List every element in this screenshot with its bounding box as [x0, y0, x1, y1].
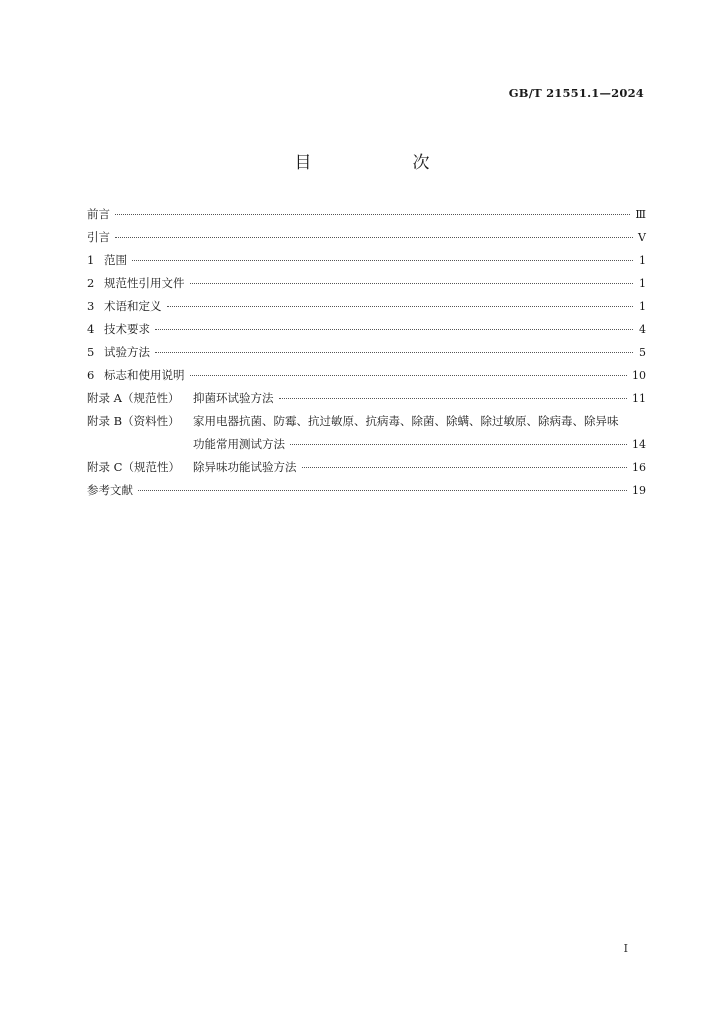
toc-entry-terms-definitions[interactable]: [87, 298, 646, 321]
standard-code: GB/T 21551.1—2024: [508, 86, 644, 100]
toc-entry-foreword[interactable]: [87, 206, 646, 229]
toc-entry-page: 11: [632, 392, 646, 405]
dot-leader: [138, 490, 627, 491]
dot-leader: [190, 283, 634, 284]
dot-leader: [115, 237, 633, 238]
toc-entry-page: 10: [632, 369, 646, 382]
toc-entry-bibliography[interactable]: [87, 482, 646, 505]
toc-entry-page: 1: [639, 277, 646, 290]
dot-leader: [302, 467, 628, 468]
toc-entry-number: 6: [87, 368, 95, 382]
toc-entry-annex-b[interactable]: [87, 413, 646, 436]
toc-entry-page: 19: [632, 484, 646, 497]
toc-entry-label: 技术要求: [104, 322, 150, 336]
toc-entry-number: 5: [87, 345, 95, 359]
toc-entry-label: 除异味功能试验方法: [193, 460, 297, 474]
toc-entry-number: 2: [87, 276, 95, 290]
toc-entry-page: Ⅴ: [638, 231, 646, 244]
toc-entry-label: 引言: [87, 230, 110, 244]
toc-entry-label: 规范性引用文件: [104, 276, 185, 290]
toc-entry-marking-instructions[interactable]: [87, 367, 646, 390]
toc-entry-annex-prefix: 附录 C（规范性）: [87, 460, 180, 474]
toc-entry-test-methods[interactable]: [87, 344, 646, 367]
toc-entry-number: 4: [87, 322, 95, 336]
toc-entry-normative-references[interactable]: [87, 275, 646, 298]
dot-leader: [190, 375, 628, 376]
page-title: 目 次: [294, 153, 472, 173]
toc-entry-page: Ⅲ: [635, 208, 646, 221]
dot-leader: [279, 398, 628, 399]
toc-entry-number: 3: [87, 299, 95, 313]
toc-entry-page: 14: [632, 438, 646, 451]
dot-leader: [132, 260, 633, 261]
toc-entry-page: 1: [639, 300, 646, 313]
dot-leader: [155, 329, 633, 330]
toc-entry-page: 5: [639, 346, 646, 359]
toc-entry-annex-c[interactable]: [87, 459, 646, 482]
toc-entry-label: 试验方法: [104, 345, 150, 359]
toc-entry-introduction[interactable]: [87, 229, 646, 252]
dot-leader: [155, 352, 633, 353]
toc-entry-page: 4: [639, 323, 646, 336]
toc-entry-label: 家用电器抗菌、防霉、抗过敏原、抗病毒、除菌、除螨、除过敏原、除病毒、除异味: [193, 414, 619, 428]
toc-entry-annex-prefix: 附录 B（资料性）: [87, 414, 180, 428]
toc-entry-annex-prefix: 附录 A（规范性）: [87, 391, 180, 405]
page-number: I: [623, 942, 628, 955]
toc-entry-annex-b-continued[interactable]: [87, 436, 646, 459]
dot-leader: [167, 306, 634, 307]
toc-entry-label: 术语和定义: [104, 299, 162, 313]
toc-entry-label: 标志和使用说明: [104, 368, 185, 382]
toc-entry-annex-a[interactable]: [87, 390, 646, 413]
toc-entry-page: 16: [632, 461, 646, 474]
toc-entry-label: 前言: [87, 207, 110, 221]
toc-entry-label: 参考文献: [87, 483, 133, 497]
toc-entry-label: 范围: [104, 253, 127, 267]
toc-entry-page: 1: [639, 254, 646, 267]
toc-entry-technical-requirements[interactable]: [87, 321, 646, 344]
toc-entry-scope[interactable]: [87, 252, 646, 275]
toc-entry-label: 抑菌环试验方法: [193, 391, 274, 405]
toc-entry-number: 1: [87, 253, 95, 267]
table-of-contents: [87, 206, 646, 505]
toc-entry-label-continued: 功能常用测试方法: [193, 437, 285, 451]
dot-leader: [290, 444, 627, 445]
dot-leader: [115, 214, 630, 215]
